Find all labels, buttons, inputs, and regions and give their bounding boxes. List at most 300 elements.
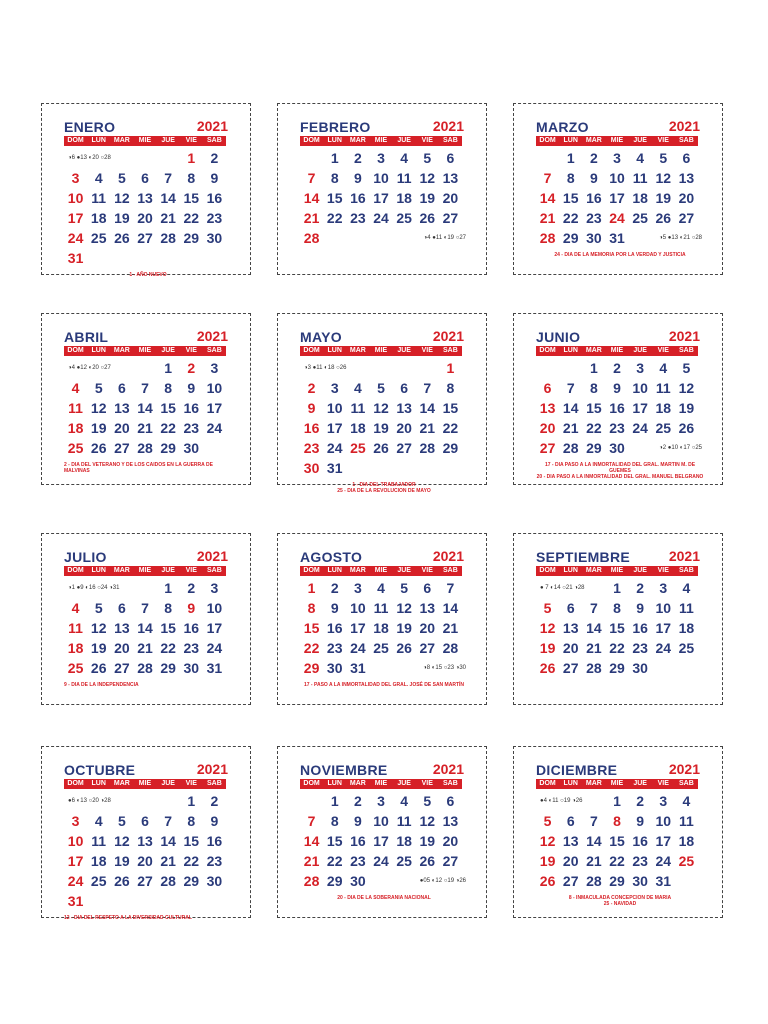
day-cell: 24 xyxy=(206,420,223,436)
day-cell: 12 xyxy=(539,620,556,636)
holiday-notes xyxy=(300,682,468,688)
day-cell: 16 xyxy=(350,833,366,849)
day-cell: 22 xyxy=(442,420,459,436)
weekday-label: JUE xyxy=(397,137,411,144)
weekday-label: MAR xyxy=(349,347,366,354)
moon-phases: ◑6 ●13 ◐20 ○28 xyxy=(68,155,111,161)
holiday-note: 2 - DIA DEL VETERANO Y DE LOS CAIDOS EN LA GUERRA DE MALVINAS xyxy=(64,462,213,474)
day-cell: 5 xyxy=(682,360,691,376)
holiday-notes xyxy=(300,482,468,494)
day-cell: 17 xyxy=(206,620,223,636)
day-cell: 7 xyxy=(141,380,149,396)
week-row xyxy=(536,658,698,678)
day-cell: 24 xyxy=(206,640,223,656)
holiday-note: 8 - INMACULADA CONCEPCION DE MARIA xyxy=(568,895,672,901)
weekday-label: DOM xyxy=(67,347,84,354)
day-cell: 14 xyxy=(419,400,436,416)
empty-cell xyxy=(393,228,416,248)
moon-phases: ●6 ◐13 ○20 ◑28 xyxy=(68,798,111,804)
day-cell: 26 xyxy=(655,210,672,226)
weekday-label: JUE xyxy=(397,567,411,574)
empty-cell xyxy=(675,871,698,891)
day-cell: 18 xyxy=(67,420,84,436)
empty-cell xyxy=(369,358,392,378)
weekday-label: JUE xyxy=(397,780,411,787)
day-cell: 27 xyxy=(562,660,579,676)
holiday-notes xyxy=(300,895,468,901)
day-cell: 3 xyxy=(613,150,621,166)
weekday-header xyxy=(536,566,698,576)
day-cell: 19 xyxy=(114,210,130,226)
weekday-header xyxy=(300,346,462,356)
week-row xyxy=(300,811,462,831)
holiday-note: 12 - DIA DEL RESPETO A LA DIVERSIDAD CULTURAL xyxy=(64,915,192,921)
day-cell: 18 xyxy=(350,420,366,436)
empty-cell xyxy=(416,458,439,478)
day-cell: 11 xyxy=(679,600,694,616)
day-cell: 29 xyxy=(562,230,579,246)
week-row xyxy=(300,791,462,811)
week-row xyxy=(536,188,698,208)
month-card-febrero xyxy=(277,103,487,275)
day-cell: 14 xyxy=(586,833,602,849)
day-cell: 24 xyxy=(350,640,366,656)
month-card-junio xyxy=(513,313,723,485)
month-year: 2021 xyxy=(196,118,228,134)
day-cell: 7 xyxy=(423,380,432,396)
day-cell: 1 xyxy=(187,793,196,809)
day-cell: 22 xyxy=(609,853,625,869)
day-cell: 20 xyxy=(539,420,556,436)
day-cell: 9 xyxy=(210,170,219,186)
day-cell: 28 xyxy=(539,230,556,246)
weekday-label: LUN xyxy=(91,137,106,144)
month-name: MAYO xyxy=(300,329,342,345)
weekday-header xyxy=(300,136,462,146)
day-cell: 28 xyxy=(160,230,176,246)
day-grid xyxy=(64,578,226,678)
day-cell: 4 xyxy=(71,380,80,396)
day-cell: 16 xyxy=(609,400,625,416)
day-cell: 29 xyxy=(183,873,200,889)
day-cell: 16 xyxy=(350,190,366,206)
moon-phases: ◑4 ●11 ◐19 ○27 xyxy=(423,235,466,241)
week-row xyxy=(300,618,462,638)
week-row xyxy=(300,378,462,398)
day-cell: 18 xyxy=(632,190,648,206)
weekday-label: VIE xyxy=(657,347,669,354)
empty-cell xyxy=(110,891,133,911)
day-cell: 17 xyxy=(326,420,343,436)
day-cell: 25 xyxy=(678,853,695,869)
day-cell: 10 xyxy=(373,813,389,829)
weekday-label: MIE xyxy=(138,780,152,787)
day-cell: 20 xyxy=(442,833,459,849)
weekday-label: SAB xyxy=(679,137,694,144)
day-cell: 10 xyxy=(655,600,672,616)
day-cell: 14 xyxy=(586,620,602,636)
week-row xyxy=(64,168,226,188)
day-cell: 4 xyxy=(400,793,409,809)
weekday-label: MIE xyxy=(138,567,152,574)
weekday-label: VIE xyxy=(657,567,669,574)
day-cell: 29 xyxy=(609,660,625,676)
month-year: 2021 xyxy=(668,548,700,564)
empty-cell xyxy=(393,658,416,678)
day-grid xyxy=(64,358,226,458)
weekday-label: LUN xyxy=(91,567,106,574)
day-cell: 1 xyxy=(187,150,196,166)
day-cell: 1 xyxy=(164,580,173,596)
weekday-label: MAR xyxy=(585,347,602,354)
day-cell: 23 xyxy=(326,640,343,656)
day-cell: 20 xyxy=(562,853,579,869)
week-row xyxy=(536,831,698,851)
day-cell: 9 xyxy=(330,600,339,616)
day-cell: 25 xyxy=(678,640,695,656)
month-year: 2021 xyxy=(432,328,464,344)
day-cell: 15 xyxy=(183,190,200,206)
day-cell: 22 xyxy=(562,210,579,226)
day-cell: 11 xyxy=(68,620,83,636)
day-cell: 1 xyxy=(613,580,621,596)
day-cell: 7 xyxy=(164,813,173,829)
day-grid xyxy=(300,148,462,248)
day-cell: 11 xyxy=(350,400,366,416)
empty-cell xyxy=(133,578,156,598)
day-cell: 20 xyxy=(678,190,695,206)
day-cell: 28 xyxy=(303,230,320,246)
week-row xyxy=(536,598,698,618)
weekday-label: SAB xyxy=(207,567,222,574)
day-cell: 31 xyxy=(67,250,84,266)
day-cell: 8 xyxy=(187,170,196,186)
weekday-label: LUN xyxy=(327,137,342,144)
weekday-label: JUE xyxy=(633,347,647,354)
month-name: JULIO xyxy=(64,549,107,565)
day-cell: 24 xyxy=(632,420,648,436)
weekday-label: SAB xyxy=(443,137,458,144)
week-row xyxy=(300,418,462,438)
weekday-label: MAR xyxy=(349,567,366,574)
day-cell: 1 xyxy=(566,150,575,166)
day-cell: 13 xyxy=(539,400,556,416)
day-cell: 19 xyxy=(373,420,389,436)
day-cell: 2 xyxy=(210,793,219,809)
day-cell: 11 xyxy=(679,813,694,829)
day-cell: 2 xyxy=(330,580,339,596)
day-cell: 11 xyxy=(91,833,107,849)
weekday-label: JUE xyxy=(633,780,647,787)
day-cell: 13 xyxy=(396,400,412,416)
weekday-label: MAR xyxy=(585,567,602,574)
week-row xyxy=(536,871,698,891)
moon-phases: ● 7 ◐14 ○21 ◑28 xyxy=(540,585,585,591)
weekday-label: LUN xyxy=(327,780,342,787)
day-cell: 13 xyxy=(562,620,579,636)
day-cell: 19 xyxy=(90,420,107,436)
weekday-label: SAB xyxy=(679,567,694,574)
empty-cell xyxy=(133,148,156,168)
day-cell: 22 xyxy=(160,420,176,436)
day-cell: 25 xyxy=(67,660,84,676)
day-cell: 17 xyxy=(350,620,366,636)
weekday-header xyxy=(300,779,462,789)
day-cell: 22 xyxy=(326,853,343,869)
day-cell: 18 xyxy=(90,210,107,226)
day-cell: 10 xyxy=(67,190,84,206)
day-cell: 13 xyxy=(114,620,130,636)
day-cell: 30 xyxy=(609,440,625,456)
day-cell: 30 xyxy=(632,660,648,676)
day-cell: 21 xyxy=(419,420,436,436)
weekday-label: JUE xyxy=(397,347,411,354)
day-cell: 20 xyxy=(562,640,579,656)
weekday-label: LUN xyxy=(91,780,106,787)
weekday-label: LUN xyxy=(563,347,578,354)
empty-cell xyxy=(369,458,392,478)
day-cell: 29 xyxy=(303,660,320,676)
week-row xyxy=(300,458,462,478)
weekday-label: LUN xyxy=(563,137,578,144)
weekday-label: MIE xyxy=(374,347,388,354)
day-cell: 23 xyxy=(609,420,625,436)
empty-cell xyxy=(300,791,323,811)
weekday-header xyxy=(536,136,698,146)
weekday-label: DOM xyxy=(303,567,320,574)
empty-cell xyxy=(629,438,652,458)
empty-cell xyxy=(157,791,180,811)
moon-phases: ●05 ◐12 ○19 ◑26 xyxy=(419,878,466,884)
week-row xyxy=(64,418,226,438)
day-cell: 7 xyxy=(566,380,575,396)
day-cell: 13 xyxy=(419,600,436,616)
weekday-label: MIE xyxy=(610,567,624,574)
empty-cell xyxy=(346,458,369,478)
day-cell: 27 xyxy=(114,440,130,456)
weekday-label: DOM xyxy=(303,780,320,787)
empty-cell xyxy=(416,358,439,378)
empty-cell xyxy=(203,891,226,911)
weekday-label: SAB xyxy=(443,780,458,787)
day-cell: 16 xyxy=(183,400,200,416)
week-row xyxy=(536,811,698,831)
holiday-note: 1 - AÑO NUEVO xyxy=(129,272,167,278)
day-cell: 5 xyxy=(423,793,432,809)
day-cell: 31 xyxy=(609,230,625,246)
holiday-notes xyxy=(536,895,704,907)
empty-cell xyxy=(536,358,559,378)
weekday-label: JUE xyxy=(161,567,175,574)
week-row xyxy=(536,851,698,871)
holiday-notes xyxy=(64,682,232,688)
day-cell: 12 xyxy=(655,170,672,186)
day-cell: 25 xyxy=(396,853,412,869)
day-cell: 9 xyxy=(636,600,645,616)
holiday-notes xyxy=(64,915,232,921)
empty-cell xyxy=(157,248,180,268)
day-cell: 2 xyxy=(353,150,362,166)
day-cell: 14 xyxy=(160,190,176,206)
day-cell: 15 xyxy=(326,190,343,206)
empty-cell xyxy=(180,891,203,911)
day-cell: 11 xyxy=(632,170,648,186)
week-row xyxy=(64,438,226,458)
day-cell: 19 xyxy=(419,190,436,206)
day-grid xyxy=(536,578,698,678)
empty-cell xyxy=(439,458,462,478)
day-cell: 12 xyxy=(539,833,556,849)
day-cell: 18 xyxy=(396,833,412,849)
weekday-header xyxy=(64,346,226,356)
weekday-label: MAR xyxy=(349,780,366,787)
day-cell: 10 xyxy=(609,170,625,186)
empty-cell xyxy=(133,248,156,268)
week-row xyxy=(64,598,226,618)
day-cell: 30 xyxy=(632,873,648,889)
day-cell: 13 xyxy=(562,833,579,849)
day-cell: 6 xyxy=(682,150,691,166)
day-cell: 21 xyxy=(137,420,153,436)
empty-cell xyxy=(369,871,392,891)
day-cell: 25 xyxy=(396,210,412,226)
weekday-label: MAR xyxy=(113,780,130,787)
empty-cell xyxy=(536,148,559,168)
day-cell: 21 xyxy=(137,640,153,656)
weekday-label: MAR xyxy=(349,137,366,144)
weekday-label: DOM xyxy=(303,347,320,354)
day-cell: 25 xyxy=(632,210,648,226)
day-cell: 11 xyxy=(396,813,412,829)
day-cell: 25 xyxy=(655,420,672,436)
day-cell: 20 xyxy=(442,190,459,206)
month-name: OCTUBRE xyxy=(64,762,136,778)
day-cell: 26 xyxy=(396,640,412,656)
day-cell: 6 xyxy=(566,600,575,616)
week-row xyxy=(64,188,226,208)
day-cell: 16 xyxy=(183,620,200,636)
day-cell: 6 xyxy=(141,170,149,186)
day-cell: 17 xyxy=(655,620,672,636)
day-cell: 22 xyxy=(160,640,176,656)
day-cell: 25 xyxy=(90,230,107,246)
day-cell: 6 xyxy=(446,150,455,166)
day-cell: 21 xyxy=(303,853,320,869)
month-name: FEBRERO xyxy=(300,119,371,135)
day-cell: 5 xyxy=(543,813,552,829)
weekday-label: VIE xyxy=(185,347,197,354)
day-cell: 3 xyxy=(330,380,339,396)
day-cell: 28 xyxy=(137,660,153,676)
holiday-note: 24 - DIA DE LA MEMORIA POR LA VERDAD Y JUSTICIA xyxy=(554,252,686,258)
day-cell: 19 xyxy=(114,853,130,869)
day-cell: 20 xyxy=(137,853,153,869)
week-row xyxy=(300,438,462,458)
day-cell: 9 xyxy=(353,170,362,186)
week-row xyxy=(536,398,698,418)
weekday-label: MIE xyxy=(610,780,624,787)
weekday-label: JUE xyxy=(633,567,647,574)
month-year: 2021 xyxy=(196,761,228,777)
day-cell: 10 xyxy=(373,170,389,186)
day-cell: 20 xyxy=(114,640,130,656)
weekday-header xyxy=(64,566,226,576)
day-cell: 29 xyxy=(183,230,200,246)
day-cell: 12 xyxy=(396,600,412,616)
day-cell: 10 xyxy=(206,600,223,616)
day-cell: 14 xyxy=(303,190,320,206)
day-cell: 6 xyxy=(117,380,126,396)
day-cell: 6 xyxy=(566,813,575,829)
weekday-label: VIE xyxy=(657,780,669,787)
day-cell: 22 xyxy=(586,420,602,436)
empty-cell xyxy=(133,791,156,811)
weekday-label: SAB xyxy=(679,780,694,787)
day-cell: 23 xyxy=(183,640,200,656)
day-cell: 18 xyxy=(373,620,389,636)
day-cell: 19 xyxy=(678,400,695,416)
day-cell: 19 xyxy=(539,853,556,869)
empty-cell xyxy=(652,658,675,678)
day-cell: 1 xyxy=(164,360,173,376)
weekday-label: JUE xyxy=(161,347,175,354)
day-cell: 29 xyxy=(442,440,459,456)
day-cell: 26 xyxy=(678,420,695,436)
weekday-label: LUN xyxy=(563,567,578,574)
day-cell: 28 xyxy=(137,440,153,456)
week-row xyxy=(300,148,462,168)
day-cell: 11 xyxy=(396,170,412,186)
weekday-label: VIE xyxy=(185,567,197,574)
day-cell: 28 xyxy=(303,873,320,889)
day-cell: 9 xyxy=(589,170,598,186)
moon-phases: ◑2 ●10 ◐17 ○25 xyxy=(659,445,702,451)
week-row xyxy=(536,358,698,378)
day-cell: 6 xyxy=(543,380,552,396)
day-cell: 2 xyxy=(187,580,196,596)
week-row xyxy=(536,638,698,658)
day-cell: 25 xyxy=(350,440,366,456)
week-row xyxy=(536,618,698,638)
empty-cell xyxy=(346,358,369,378)
day-cell: 25 xyxy=(67,440,84,456)
month-name: ABRIL xyxy=(64,329,109,345)
day-cell: 31 xyxy=(655,873,672,889)
day-cell: 13 xyxy=(678,170,695,186)
day-cell: 23 xyxy=(586,210,602,226)
day-cell: 26 xyxy=(419,853,436,869)
day-cell: 27 xyxy=(137,873,153,889)
weekday-label: MIE xyxy=(374,780,388,787)
day-cell: 23 xyxy=(632,853,648,869)
day-cell: 5 xyxy=(377,380,385,396)
day-cell: 29 xyxy=(160,440,176,456)
weekday-label: MAR xyxy=(585,137,602,144)
weekday-label: MAR xyxy=(585,780,602,787)
empty-cell xyxy=(559,358,582,378)
day-cell: 26 xyxy=(539,873,556,889)
day-cell: 6 xyxy=(141,813,149,829)
day-cell: 21 xyxy=(442,620,459,636)
day-cell: 28 xyxy=(586,873,602,889)
day-cell: 12 xyxy=(373,400,389,416)
day-cell: 9 xyxy=(636,813,645,829)
day-cell: 15 xyxy=(160,400,176,416)
day-cell: 19 xyxy=(539,640,556,656)
holiday-notes xyxy=(536,462,704,480)
day-cell: 29 xyxy=(586,440,602,456)
day-cell: 13 xyxy=(137,190,153,206)
